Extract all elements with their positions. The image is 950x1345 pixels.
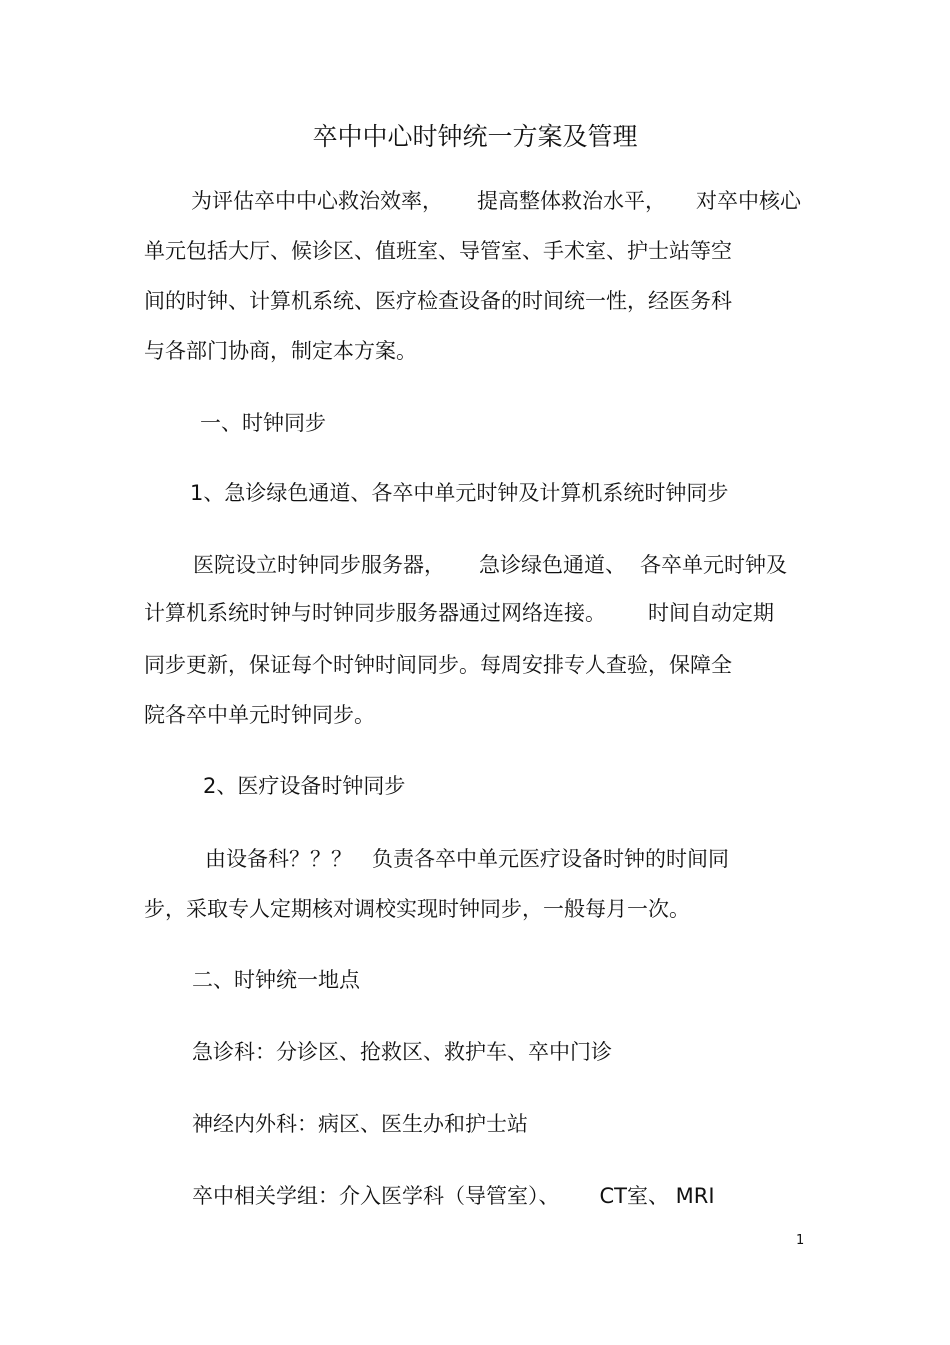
intro-line-4: 与各部门协商，制定本方案。 [144, 339, 417, 363]
section-1-sub-1-line-1 [193, 550, 787, 580]
section-1-heading: 一、时钟同步 [200, 411, 326, 435]
sub-1-line-1-part-b: 急诊绿色通道、 [479, 553, 626, 577]
section-1-sub-1-line-3: 同步更新，保证每个时钟时间同步。每周安排专人查验，保障全 [144, 653, 732, 677]
section-2-item-2: 神经内外科：病区、医生办和护士站 [192, 1112, 528, 1136]
intro-line-1 [191, 186, 801, 216]
section-2-heading: 二、时钟统一地点 [192, 968, 360, 992]
section-2-item-3-part-b: CT室、 MRI [599, 1184, 715, 1208]
intro-line-2: 单元包括大厅、候诊区、值班室、导管室、手术室、护士站等空 [144, 239, 732, 263]
intro-line-1-part-b: 提高整体救治水平， [477, 189, 666, 213]
section-2-item-3 [192, 1181, 715, 1211]
section-2-item-1: 急诊科：分诊区、抢救区、救护车、卒中门诊 [192, 1040, 612, 1064]
sub-2-line-1-part-a: 由设备科？？？ [205, 847, 352, 871]
sub-1-line-1-part-a: 医院设立时钟同步服务器， [193, 553, 445, 577]
section-1-sub-2-heading: 2、医疗设备时钟同步 [203, 774, 406, 798]
sub-2-line-1-part-b: 负责各卒中单元医疗设备时钟的时间同 [372, 847, 729, 871]
document-title: 卒中中心时钟统一方案及管理 [312, 122, 638, 151]
sub-1-line-2-part-b: 时间自动定期 [648, 601, 774, 625]
section-1-sub-1-heading: 1、急诊绿色通道、各卒中单元时钟及计算机系统时钟同步 [190, 481, 729, 505]
section-1-sub-2-line-1 [205, 844, 729, 874]
section-1-sub-1-line-2 [144, 598, 774, 628]
section-1-sub-1-line-4: 院各卒中单元时钟同步。 [144, 703, 375, 727]
section-1-sub-2-line-2: 步，采取专人定期核对调校实现时钟同步，一般每月一次。 [144, 897, 690, 921]
section-2-item-3-part-a: 卒中相关学组：介入医学科（导管室）、 [192, 1184, 560, 1208]
sub-1-line-1-part-c: 各卒单元时钟及 [640, 553, 787, 577]
intro-line-1-part-c: 对卒中核心 [696, 189, 801, 213]
sub-1-line-2-part-a: 计算机系统时钟与时钟同步服务器通过网络连接。 [144, 601, 606, 625]
intro-line-3: 间的时钟、计算机系统、医疗检查设备的时间统一性，经医务科 [144, 289, 732, 313]
intro-line-1-part-a: 为评估卒中中心救治效率， [191, 189, 443, 213]
page-number: 1 [796, 1233, 805, 1248]
